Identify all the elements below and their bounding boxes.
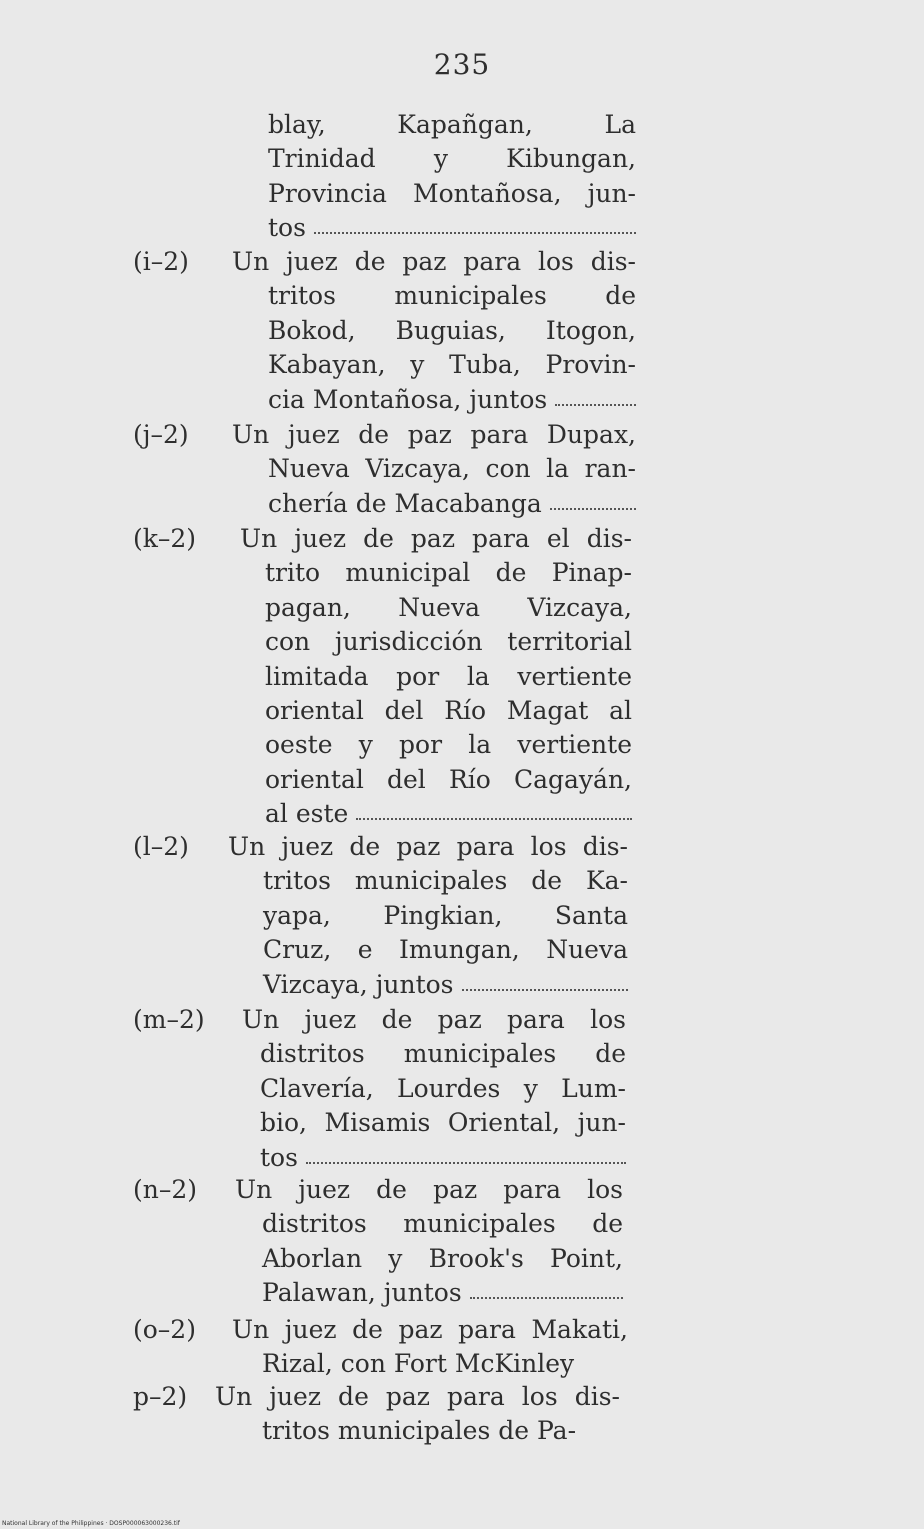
- entry-text-line: [262, 1276, 623, 1310]
- entry-text-line: bio, Misamis Oriental, jun-: [260, 1108, 626, 1138]
- entry-text-line: [263, 968, 628, 1002]
- entry-text: Rizal, con Fort McKinley: [262, 1349, 575, 1379]
- entry-text-line: [265, 797, 632, 831]
- entry-label: p–2): [133, 1382, 188, 1411]
- entry-text: tos: [268, 213, 306, 243]
- leader-dots: [470, 1297, 623, 1299]
- entry-label: (m–2): [133, 1005, 205, 1034]
- entry-text-line: Un juez de paz para los: [235, 1175, 623, 1204]
- leader-dots: [314, 232, 636, 234]
- entry-text-line: Un juez de paz para Dupax,: [232, 420, 636, 449]
- entry-text-line: distritos municipales de: [262, 1209, 623, 1239]
- entry-text-line: Nueva Vizcaya, con la ran-: [268, 454, 636, 484]
- entry-text: Palawan, juntos: [262, 1278, 462, 1308]
- entry-text-line: [262, 1347, 628, 1381]
- entry-text: al este: [265, 799, 349, 829]
- leader-dots: [555, 404, 636, 406]
- entry-text-line: tritos municipales de Ka-: [263, 866, 628, 896]
- entry-label: (o–2): [133, 1315, 196, 1344]
- entry-text-line: Cruz, e Imungan, Nueva: [263, 935, 628, 965]
- entry-text-line: [260, 1141, 626, 1175]
- page-number: 235: [433, 48, 491, 81]
- entry-text-line: limitada por la vertiente: [265, 661, 632, 691]
- entry-text-line: Bokod, Buguias, Itogon,: [268, 315, 636, 345]
- entry-text-line: tritos municipales de: [268, 281, 636, 311]
- entry-text-line: Un juez de paz para los dis-: [232, 247, 636, 276]
- entry-text-line: con jurisdicción territorial: [265, 627, 632, 657]
- entry-text-line: pagan, Nueva Vizcaya,: [265, 592, 632, 622]
- entry-label: (k–2): [133, 524, 197, 553]
- entry-label: (l–2): [133, 832, 189, 861]
- leader-dots: [356, 818, 632, 820]
- entry-text-line: Clavería, Lourdes y Lum-: [260, 1073, 626, 1103]
- entry-text-line: oriental del Río Cagayán,: [265, 764, 632, 794]
- entry-label: (j–2): [133, 420, 189, 449]
- entry-text-line: Provincia Montañosa, jun-: [268, 178, 636, 208]
- entry-text-line: Un juez de paz para los dis-: [215, 1382, 620, 1411]
- entry-text: cia Montañosa, juntos: [268, 384, 548, 414]
- entry-text: tritos municipales de Pa-: [262, 1416, 577, 1446]
- entry-text-line: [268, 487, 636, 521]
- leader-dots: [306, 1162, 626, 1164]
- entry-text-line: Aborlan y Brook's Point,: [262, 1243, 623, 1273]
- leader-dots: [462, 989, 629, 991]
- entry-text: tos: [260, 1142, 298, 1172]
- entry-text-line: Un juez de paz para los: [242, 1005, 626, 1034]
- entry-text: chería de Macabanga: [268, 488, 542, 518]
- entry-text-line: [268, 383, 636, 417]
- entry-text-line: oriental del Río Magat al: [265, 696, 632, 725]
- entry-text-line: distritos municipales de: [260, 1039, 626, 1069]
- entry-text-line: yapa, Pingkian, Santa: [263, 900, 628, 930]
- entry-text-line: [268, 211, 636, 245]
- entry-text-line: Kabayan, y Tuba, Provin-: [268, 350, 636, 380]
- entry-text-line: blay, Kapañgan, La: [268, 110, 636, 139]
- entry-text: Vizcaya, juntos: [263, 969, 454, 999]
- entry-label: (i–2): [133, 247, 189, 276]
- entry-text-line: Un juez de paz para el dis-: [240, 524, 632, 553]
- entry-text-line: oeste y por la vertiente: [265, 730, 632, 760]
- leader-dots: [550, 508, 636, 510]
- entry-text-line: Un juez de paz para los dis-: [228, 832, 628, 861]
- entry-label: (n–2): [133, 1175, 198, 1204]
- entry-text-line: Un juez de paz para Makati,: [232, 1315, 628, 1344]
- entry-text-line: [262, 1414, 620, 1448]
- entry-text-line: trito municipal de Pinap-: [265, 558, 632, 588]
- entry-text-line: Trinidad y Kibungan,: [268, 144, 636, 174]
- footer-note: National Library of the Philippines · DOSP000063000236.tif: [2, 1520, 180, 1527]
